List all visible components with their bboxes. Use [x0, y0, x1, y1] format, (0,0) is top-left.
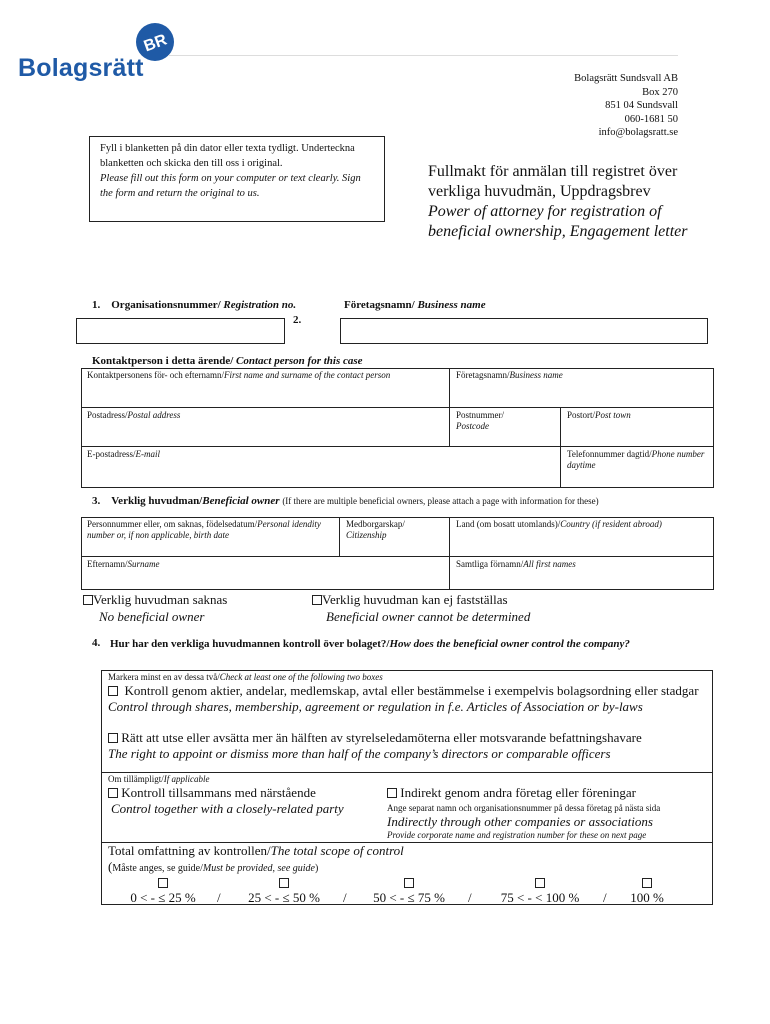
applicable-instruction [108, 774, 210, 785]
mark-instruction [108, 672, 383, 683]
instruction-en: If applicable [163, 774, 210, 784]
range-separator: / [217, 890, 221, 905]
range-separator: / [603, 890, 607, 905]
instructions-en: Please fill out this form on your computer or text clearly. Sign the form and return the original to us. [100, 173, 361, 199]
field-label: Kontaktpersonens för- och efternamn/ [87, 370, 225, 380]
svg-text:BR: BR [141, 31, 170, 56]
indirect-control-checkbox[interactable] [387, 788, 397, 798]
scope-range-checkbox[interactable] [279, 878, 289, 888]
section-label: Företagsnamn/ [344, 299, 415, 311]
option-label-en: Control through shares, membership, agreement or regulation in f.e. Articles of Association or by-laws [108, 698, 643, 714]
scope-note-en: Must be provided, see guide [202, 863, 315, 874]
option-label-en: The right to appoint or dismiss more than half of the company’s directors or comparable officers [108, 745, 611, 761]
option-label-en: Control together with a closely-related party [111, 801, 344, 816]
contact-name-field[interactable] [87, 370, 437, 381]
section4-number: 4. [92, 637, 101, 649]
title-sv: Fullmakt för anmälan till registret över verkliga huvudmän, Uppdragsbrev [428, 163, 678, 200]
section-label-en: Business name [417, 299, 486, 311]
range-separator: / [468, 890, 472, 905]
field-label-en: E-mail [135, 449, 160, 459]
divider [81, 446, 714, 447]
scope-range-5[interactable] [622, 875, 672, 905]
scope-range-checkbox[interactable] [642, 878, 652, 888]
section2-number: 2. [293, 314, 302, 326]
instruction-en: Check at least one of the following two boxes [219, 672, 383, 682]
option-label-sv: Verklig huvudman kan ej fastställas [322, 592, 508, 607]
contact-heading-en: Contact person for this case [236, 355, 363, 367]
address-line: Box 270 [642, 86, 678, 98]
scope-label-sv: Total omfattning av kontrollen/ [108, 843, 271, 858]
section1-heading [92, 299, 296, 311]
scope-range-2[interactable] [236, 875, 332, 905]
section-label-en: How does the beneficial owner control the company? [389, 638, 630, 650]
field-label-en: Surname [127, 559, 160, 569]
option-label-sv: Indirekt genom andra företag eller föreningar [400, 785, 636, 800]
section-label: Verklig huvudman/ [111, 495, 203, 507]
related-party-checkbox[interactable] [108, 788, 118, 798]
instruction-sv: Om tillämpligt/ [108, 774, 164, 784]
control-shares-option[interactable] [108, 683, 708, 714]
contact-postal-field[interactable] [87, 410, 437, 421]
divider [449, 517, 450, 590]
divider [339, 517, 340, 556]
business-name-field[interactable] [340, 318, 708, 344]
section-number: 3. [92, 495, 101, 507]
divider [449, 368, 450, 447]
contact-company-field[interactable] [456, 370, 706, 381]
field-label-en: Postal address [127, 410, 181, 420]
option-note-en: Provide corporate name and registration number for these on next page [387, 830, 647, 840]
field-label-en: Personal idendity number or, if non applicable, birth date [87, 519, 321, 540]
option-label-en: Beneficial owner cannot be determined [326, 609, 531, 624]
field-label: Postnummer/ [456, 410, 505, 420]
scope-range-label: 0 < - ≤ 25 % [130, 890, 196, 905]
address-line: 060-1681 50 [624, 113, 678, 125]
owner-firstnames-field[interactable] [456, 559, 706, 570]
field-label-en: Post town [595, 410, 631, 420]
scope-range-label: 25 < - ≤ 50 % [248, 890, 320, 905]
divider [81, 407, 714, 408]
scope-label-en: The total scope of control [270, 843, 404, 858]
field-label: Medborgarskap/ [346, 519, 405, 529]
field-label-en: All first names [523, 559, 576, 569]
field-label: Företagsnamn/ [456, 370, 510, 380]
option-label-sv: Kontroll genom aktier, andelar, medlemskap, avtal eller bestämmelse i exempelvis bolagsordning eller stadgar [124, 683, 699, 698]
range-separator: / [343, 890, 347, 905]
no-owner-checkbox[interactable] [83, 595, 93, 605]
form-title [428, 162, 708, 242]
contact-heading-sv: Kontaktperson i detta ärende/ [92, 355, 234, 367]
related-party-option[interactable] [108, 785, 344, 817]
owner-citizenship-field[interactable] [346, 519, 446, 541]
section-label-en: Beneficial owner [202, 495, 280, 507]
option-label-en: Indirectly through other companies or associations [387, 814, 653, 829]
contact-postcode-field[interactable] [456, 410, 556, 432]
logo-text: Bolagsrätt [18, 54, 144, 82]
scope-range-label: 100 % [630, 890, 664, 905]
field-label: Samtliga förnamn/ [456, 559, 524, 569]
title-en: Power of attorney for registration of beneficial ownership, Engagement letter [428, 203, 688, 240]
owner-pnr-field[interactable] [87, 519, 332, 541]
control-shares-checkbox[interactable] [108, 686, 118, 696]
contact-town-field[interactable] [567, 410, 707, 421]
field-label-en: Country (if resident abroad) [560, 519, 662, 529]
contact-email-field[interactable] [87, 449, 437, 460]
section2-heading [344, 299, 486, 311]
registration-number-field[interactable] [76, 318, 285, 344]
divider [560, 407, 561, 488]
scope-range-label: 75 < - < 100 % [500, 890, 580, 905]
address-line: Bolagsrätt Sundsvall AB [574, 73, 678, 84]
section-note: (If there are multiple beneficial owners, please attach a page with information for these) [282, 496, 599, 506]
field-label: Telefonnummer dagtid/ [567, 449, 652, 459]
section-label: Organisationsnummer/ [111, 299, 221, 311]
appoint-directors-option[interactable] [108, 730, 708, 761]
scope-range-label: 50 < - ≤ 75 % [373, 890, 445, 905]
scope-range-3[interactable] [361, 875, 457, 905]
undetermined-checkbox[interactable] [312, 595, 322, 605]
scope-range-checkbox[interactable] [158, 878, 168, 888]
field-label-en: Business name [509, 370, 563, 380]
address-line: 851 04 Sundsvall [605, 100, 678, 111]
scope-heading [108, 843, 404, 859]
option-note-sv: Ange separat namn och organisationsnummer på dessa företag på nästa sida [387, 803, 661, 813]
company-address [574, 72, 678, 140]
field-label: E-postadress/ [87, 449, 136, 459]
option-label-sv: Rätt att utse eller avsätta mer än hälften av styrelseledamöterna eller motsvarande befattningshavare [121, 730, 642, 745]
header-rule [168, 55, 678, 56]
field-label-en: First name and surname of the contact person [224, 370, 391, 380]
indirect-control-option[interactable] [387, 785, 712, 841]
contact-phone-field[interactable] [567, 449, 707, 471]
field-label: Postadress/ [87, 410, 128, 420]
field-label-en: Citizenship [346, 530, 387, 540]
field-label-en: Postcode [456, 421, 489, 431]
divider [101, 772, 713, 773]
section-label: Hur har den verkliga huvudmannen kontroll över bolaget?/ [110, 638, 390, 650]
scope-note: (Måste anges, se guide/Must be provided, see guide) [108, 859, 319, 874]
no-owner-option[interactable] [83, 591, 227, 625]
address-line: info@bolagsratt.se [598, 127, 678, 138]
field-label: Personnummer eller, om saknas, födelsedatum/ [87, 519, 258, 529]
scope-range-1[interactable] [118, 875, 208, 905]
contact-heading [92, 355, 363, 367]
field-label: Land (om bosatt utomlands)/ [456, 519, 561, 529]
option-label-sv: Verklig huvudman saknas [93, 592, 228, 607]
field-label: Postort/ [567, 410, 596, 420]
section3-heading [92, 495, 599, 507]
section4-heading [110, 637, 690, 651]
divider [81, 556, 714, 557]
field-label: Efternamn/ [87, 559, 128, 569]
instructions-box [89, 136, 385, 222]
instructions-sv: Fyll i blanketten på din dator eller texta tydligt. Underteckna blanketten och skicka den till oss i original. [100, 143, 355, 169]
instruction-sv: Markera minst en av dessa två/ [108, 672, 220, 682]
option-label-en: No beneficial owner [99, 609, 205, 624]
section-label-en: Registration no. [223, 299, 297, 311]
scope-range-checkbox[interactable] [404, 878, 414, 888]
section-number: 1. [92, 299, 101, 311]
scope-range-4[interactable] [485, 875, 595, 905]
scope-note-sv: Måste anges, se guide/ [112, 863, 203, 874]
owner-country-field[interactable] [456, 519, 714, 530]
appoint-directors-checkbox[interactable] [108, 733, 118, 743]
company-logo [18, 22, 168, 86]
owner-surname-field[interactable] [87, 559, 437, 570]
option-label-sv: Kontroll tillsammans med närstående [121, 785, 316, 800]
field-label-en: Phone number daytime [567, 449, 705, 470]
undetermined-option[interactable] [312, 591, 530, 625]
scope-range-checkbox[interactable] [535, 878, 545, 888]
